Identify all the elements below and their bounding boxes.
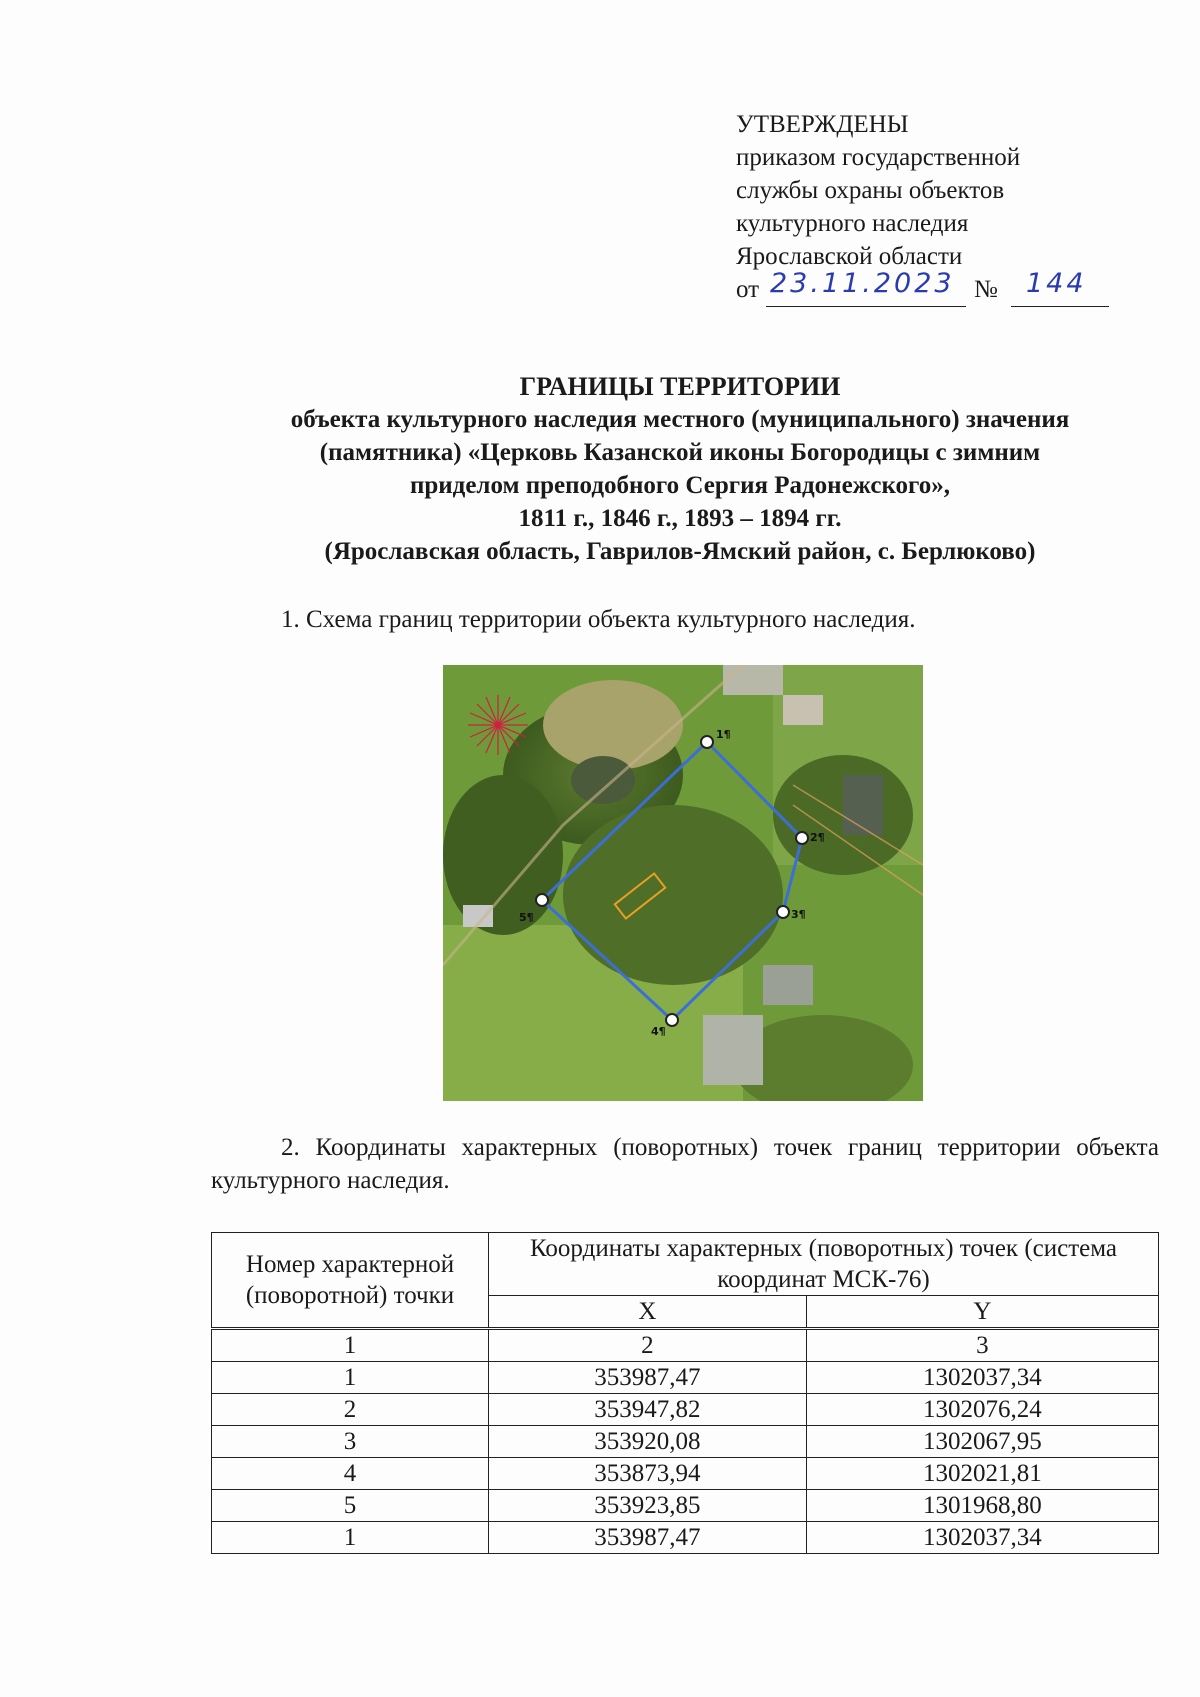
date-prefix: от	[736, 276, 760, 303]
x-header: X	[489, 1296, 807, 1329]
y-cell: 1302076,24	[806, 1394, 1158, 1426]
approval-line: Ярославской области	[736, 243, 963, 270]
x-cell: 353947,82	[489, 1394, 807, 1426]
boundary-map-image	[443, 665, 923, 1101]
point-number-cell: 1	[212, 1362, 489, 1394]
handwritten-date: 23.11.2023	[770, 268, 955, 299]
title-line: (Ярославская область, Гаврилов-Ямский район, с. Берлюково)	[324, 538, 1036, 565]
point-label: 2¶	[810, 831, 825, 844]
title-main: ГРАНИЦЫ ТЕРРИТОРИИ	[519, 372, 841, 401]
title-line: 1811 г., 1846 г., 1893 – 1894 гг.	[518, 505, 842, 532]
y-cell: 1301968,80	[806, 1490, 1158, 1522]
x-cell: 353987,47	[489, 1362, 807, 1394]
point-number-header: Номер характерной (поворотной) точки	[212, 1233, 489, 1329]
coordinates-header: Координаты характерных (поворотных) точек (система координат МСК-76)	[489, 1233, 1159, 1296]
table-row	[212, 1426, 1159, 1458]
point-label: 4¶	[651, 1025, 666, 1038]
point-1-marker	[701, 736, 713, 748]
point-number-cell: 1	[212, 1522, 489, 1554]
approval-stamp	[736, 108, 1116, 309]
y-cell: 1302037,34	[806, 1522, 1158, 1554]
point-number-cell: 4	[212, 1458, 489, 1490]
point-number-cell: 2	[212, 1394, 489, 1426]
point-number-cell: 3	[212, 1426, 489, 1458]
point-label: 1¶	[716, 728, 731, 741]
section-2-heading: 2. Координаты характерных (поворотных) точек границ территории объекта культурного наследия.	[211, 1134, 1159, 1194]
number-prefix: №	[974, 276, 998, 303]
index-cell: 2	[489, 1329, 807, 1362]
approval-line: приказом государственной	[736, 144, 1021, 171]
y-cell: 1302021,81	[806, 1458, 1158, 1490]
y-cell: 1302067,95	[806, 1426, 1158, 1458]
approval-line: службы охраны объектов	[736, 177, 1005, 204]
point-number-cell: 5	[212, 1490, 489, 1522]
table-index-row	[212, 1329, 1159, 1362]
title-line: объекта культурного наследия местного (муниципального) значения	[290, 406, 1070, 433]
point-5-marker	[536, 894, 548, 906]
approval-title: УТВЕРЖДЕНЫ	[736, 111, 909, 138]
point-2-marker	[796, 832, 808, 844]
x-cell: 353923,85	[489, 1490, 807, 1522]
point-4-marker	[666, 1014, 678, 1026]
approval-line: культурного наследия	[736, 210, 969, 237]
table-row	[212, 1394, 1159, 1426]
x-cell: 353920,08	[489, 1426, 807, 1458]
document-title	[200, 370, 1160, 568]
table-row	[212, 1458, 1159, 1490]
y-header: Y	[806, 1296, 1158, 1329]
index-cell: 1	[212, 1329, 489, 1362]
table-row	[212, 1362, 1159, 1394]
point-3-marker	[777, 906, 789, 918]
y-cell: 1302037,34	[806, 1362, 1158, 1394]
approval-date-number	[736, 268, 1116, 309]
point-label: 5¶	[519, 911, 534, 924]
x-cell: 353873,94	[489, 1458, 807, 1490]
table-row	[212, 1522, 1159, 1554]
title-line: (памятника) «Церковь Казанской иконы Богородицы с зимним	[319, 439, 1041, 466]
table-row	[212, 1490, 1159, 1522]
title-line: приделом преподобного Сергия Радонежского»,	[409, 472, 951, 499]
x-cell: 353987,47	[489, 1522, 807, 1554]
handwritten-number: 144	[1026, 268, 1087, 299]
section-1-heading: 1. Схема границ территории объекта культурного наследия.	[281, 606, 916, 633]
point-label: 3¶	[791, 908, 806, 921]
coordinates-table	[211, 1232, 1159, 1554]
compass-rose-icon	[468, 695, 528, 755]
index-cell: 3	[806, 1329, 1158, 1362]
